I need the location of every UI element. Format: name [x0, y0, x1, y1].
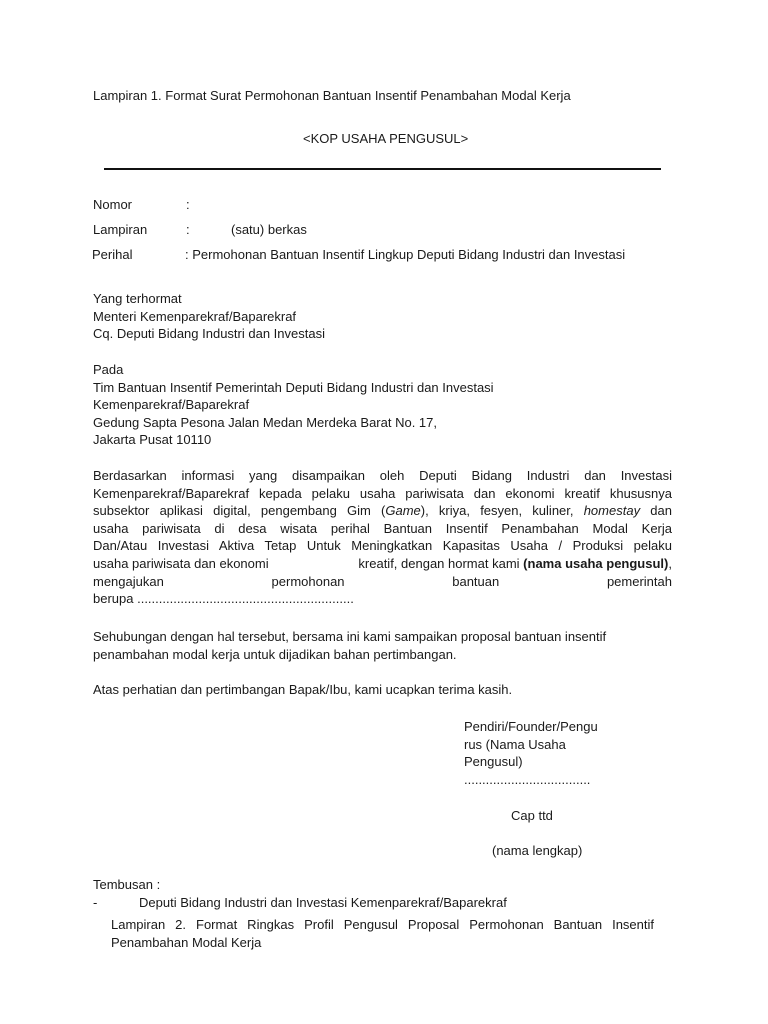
body-line: Kemenparekraf/Baparekraf kepada pelaku usaha pariwisata dan ekonomi kreatif khususnya: [93, 485, 672, 501]
recipient-line: Cq. Deputi Bidang Industri dan Investasi: [93, 326, 325, 342]
lampiran-value: (satu) berkas: [231, 222, 307, 237]
lampiran-label: Lampiran: [93, 222, 148, 237]
address-line: Kemenparekraf/Baparekraf: [93, 397, 250, 413]
body-line: Berdasarkan informasi yang disampaikan oleh Deputi Bidang Industri dan Investasi: [93, 468, 672, 483]
body-line: usaha pariwisata di desa wisata perihal Bantuan Insentif Penambahan Modal Kerja: [93, 520, 672, 536]
address-line: Tim Bantuan Insentif Pemerintah Deputi Bidang Industri dan Investasi: [93, 379, 494, 395]
body-line: berupa ............................................................: [93, 591, 354, 607]
body-paragraph-3: Atas perhatian dan pertimbangan Bapak/Ibu, kami ucapkan terima kasih.: [93, 682, 513, 697]
lampiran-separator: :: [186, 222, 190, 237]
nomor-separator: :: [186, 197, 190, 212]
recipient-block: [93, 290, 325, 343]
perihal-label: Perihal: [92, 247, 133, 262]
address-line: Jakarta Pusat 10110: [93, 432, 212, 448]
body-line: usaha pariwisata dan ekonomi kreatif, dengan hormat kami (nama usaha pengusul),: [93, 555, 672, 571]
cc-bullet: -: [93, 895, 98, 910]
next-attachment-title: Lampiran 2. Format Ringkas Profil Pengusul Proposal Permohonan Bantuan Insentif Penambahan Modal Kerja: [111, 917, 654, 950]
body-line: mengajukan permohonan bantuan pemerintah: [93, 573, 672, 589]
body-line: subsektor aplikasi digital, pengembang Gim (Game), kriya, fesyen, kuliner, homestay dan: [93, 503, 672, 519]
recipient-line: Yang terhormat: [93, 291, 182, 306]
full-name-placeholder: (nama lengkap): [492, 843, 583, 858]
address-line: Gedung Sapta Pesona Jalan Medan Merdeka Barat No. 17,: [93, 414, 437, 430]
body-paragraph-1: [93, 467, 672, 608]
signature-block: Pendiri/Founder/Pengu rus (Nama Usaha Pengusul) ...................................: [464, 719, 598, 787]
applicant-name-placeholder: (nama usaha pengusul): [523, 555, 669, 571]
cc-item: Deputi Bidang Industri dan Investasi Kemenparekraf/Baparekraf: [139, 895, 507, 910]
letterhead-divider: [104, 168, 661, 170]
address-line: Pada: [93, 362, 124, 377]
cc-label: Tembusan :: [93, 877, 161, 892]
body-paragraph-2: Sehubungan dengan hal tersebut, bersama ini kami sampaikan proposal bantuan insentif penambahan modal kerja untuk dijadikan bahan pertimbangan.: [93, 629, 607, 662]
letterhead-placeholder: <KOP USAHA PENGUSUL>: [303, 131, 469, 146]
recipient-line: Menteri Kemenparekraf/Baparekraf: [93, 308, 297, 324]
attachment-title: Lampiran 1. Format Surat Permohonan Bantuan Insentif Penambahan Modal Kerja: [93, 88, 571, 103]
stamp-label: Cap ttd: [511, 808, 553, 823]
body-line: Dan/Atau Investasi Aktiva Tetap Untuk Meningkatkan Kapasitas Usaha / Produksi pelaku: [93, 538, 672, 554]
perihal-value: : Permohonan Bantuan Insentif Lingkup Deputi Bidang Industri dan Investasi: [185, 247, 626, 262]
signature-dots: ...................................: [464, 771, 591, 787]
address-block: [93, 361, 494, 449]
nomor-label: Nomor: [93, 197, 133, 212]
